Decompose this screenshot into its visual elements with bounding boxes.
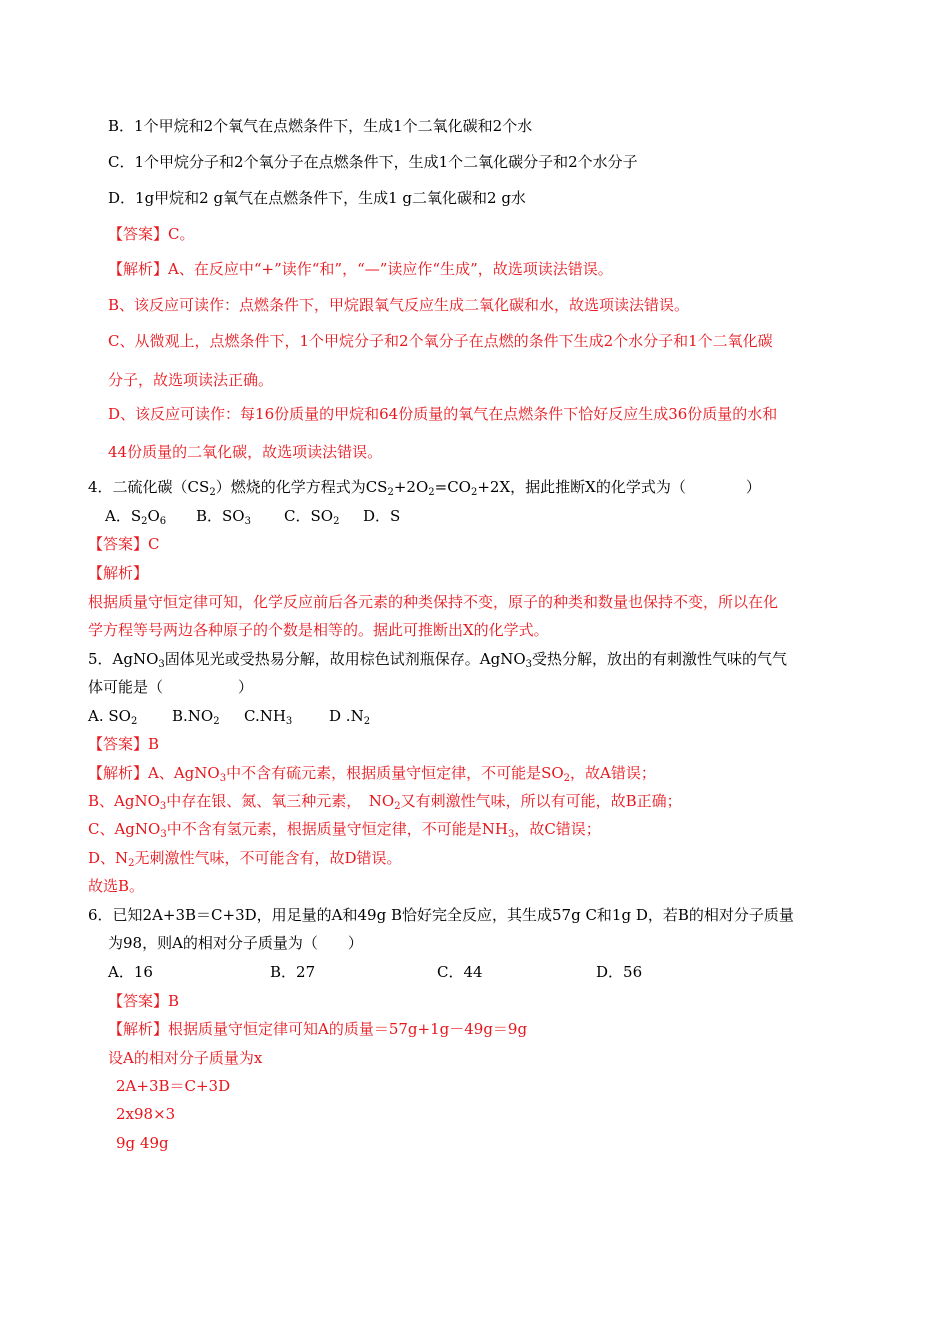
q6-option-c: C．44: [437, 963, 483, 981]
q3-option-d: D．1g甲烷和2 g氧气在点燃条件下，生成1 g二氧化碳和2 g水: [108, 189, 526, 207]
q6-answer: 【答案】B: [108, 992, 180, 1010]
q3-answer: 【答案】C。: [108, 225, 195, 243]
q3-explanation-c-line1: C、从微观上，点燃条件下，1个甲烷分子和2个氧分子在点燃的条件下生成2个水分子和1个二氧化碳: [108, 332, 773, 350]
q6-option-d: D．56: [596, 963, 643, 981]
q5-explanation-d: D、$N_2$无刺激性气味，不可能含有，故D错误。: [88, 849, 402, 869]
q4-option-d: D．S: [363, 507, 401, 525]
q6-mass-row: 9g 49g: [116, 1134, 169, 1152]
q5-stem-line2: 体可能是（ ）: [88, 678, 254, 696]
q6-option-a: A．16: [108, 963, 153, 981]
q6-stem-line2: 为98，则A的相对分子质量为（ ）: [108, 934, 363, 952]
q4-option-b: B．$SO_3$: [196, 507, 251, 527]
q3-option-b: B．1个甲烷和2个氧气在点燃条件下，生成1个二氧化碳和2个水: [108, 117, 533, 135]
q5-conclusion: 故选B。: [88, 877, 145, 895]
q5-option-d: D $.N_2$: [329, 707, 371, 727]
q3-explanation-d-line2: 44份质量的二氧化碳，故选项读法错误。: [108, 443, 383, 461]
q6-equation: 2A+3B＝C+3D: [116, 1077, 231, 1095]
q4-stem: 4．二硫化碳$(CS_2)$燃烧的化学方程式为$CS_2+2O_2=CO_2+2X$，据此推断X的化学式为（ ）: [88, 478, 761, 498]
q3-explanation-d-line1: D、该反应可读作：每16份质量的甲烷和64份质量的氧气在点燃条件下恰好反应生成36份质量的水和: [108, 405, 778, 423]
q4-explanation-line2: 学方程等号两边各种原子的个数是相等的。据此可推断出X的化学式。: [88, 621, 549, 639]
q6-option-b: B．27: [270, 963, 316, 981]
q5-explanation-a: 【解析】A、AgNO$_3$中不含有硫元素，根据质量守恒定律，不可能是$SO_2$，故A错误；: [88, 764, 656, 784]
q5-option-c: $C.NH_3$: [244, 707, 293, 727]
q5-explanation-c: C、AgNO$_3$中不含有氢元素，根据质量守恒定律，不可能是$NH_3$，故C错误；: [88, 820, 601, 840]
q5-explanation-b: B、AgNO$_3$中存在银、氮、氧三种元素， $NO_2$又有刺激性气味，所以有可能，故B正确；: [88, 792, 682, 812]
q4-answer: 【答案】C: [88, 535, 160, 553]
q5-answer: 【答案】B: [88, 735, 160, 753]
q3-option-c: C．1个甲烷分子和2个氧分子在点燃条件下，生成1个二氧化碳分子和2个水分子: [108, 153, 638, 171]
q3-explanation-c-line2: 分子，故选项读法正确。: [108, 371, 274, 389]
q5-stem-line1: 5．AgNO$_3$固体见光或受热易分解，故用棕色试剂瓶保存。AgNO$_3$受热分解，放出的有刺激性气味的气气: [88, 650, 788, 670]
q3-explanation-b: B、该反应可读作：点燃条件下，甲烷跟氧气反应生成二氧化碳和水，故选项读法错误。: [108, 296, 690, 314]
q4-explanation-heading: 【解析】: [88, 564, 149, 582]
q6-molar-row: 2x98×3: [116, 1105, 176, 1123]
q5-option-a: A. $SO_2$: [88, 707, 138, 727]
q6-explanation-line2: 设A的相对分子质量为x: [108, 1049, 263, 1067]
q4-option-a: A．$S_2O_6$: [105, 507, 167, 527]
q4-explanation-line1: 根据质量守恒定律可知，化学反应前后各元素的种类保持不变，原子的种类和数量也保持不变，所以在化: [88, 593, 779, 611]
q5-option-b: $B.NO_2$: [172, 707, 220, 727]
q3-explanation-a: 【解析】A、在反应中“+”读作“和”，“—”读应作“生成”，故选项读法错误。: [108, 260, 613, 278]
q4-option-c: C．$SO_2$: [284, 507, 340, 527]
q6-explanation-line1: 【解析】根据质量守恒定律可知A的质量＝57g+1g－49g＝9g: [108, 1020, 528, 1038]
q6-stem-line1: 6．已知2A+3B＝C+3D，用足量的A和49g B恰好完全反应，其生成57g C和1g D，若B的相对分子质量: [88, 906, 794, 924]
